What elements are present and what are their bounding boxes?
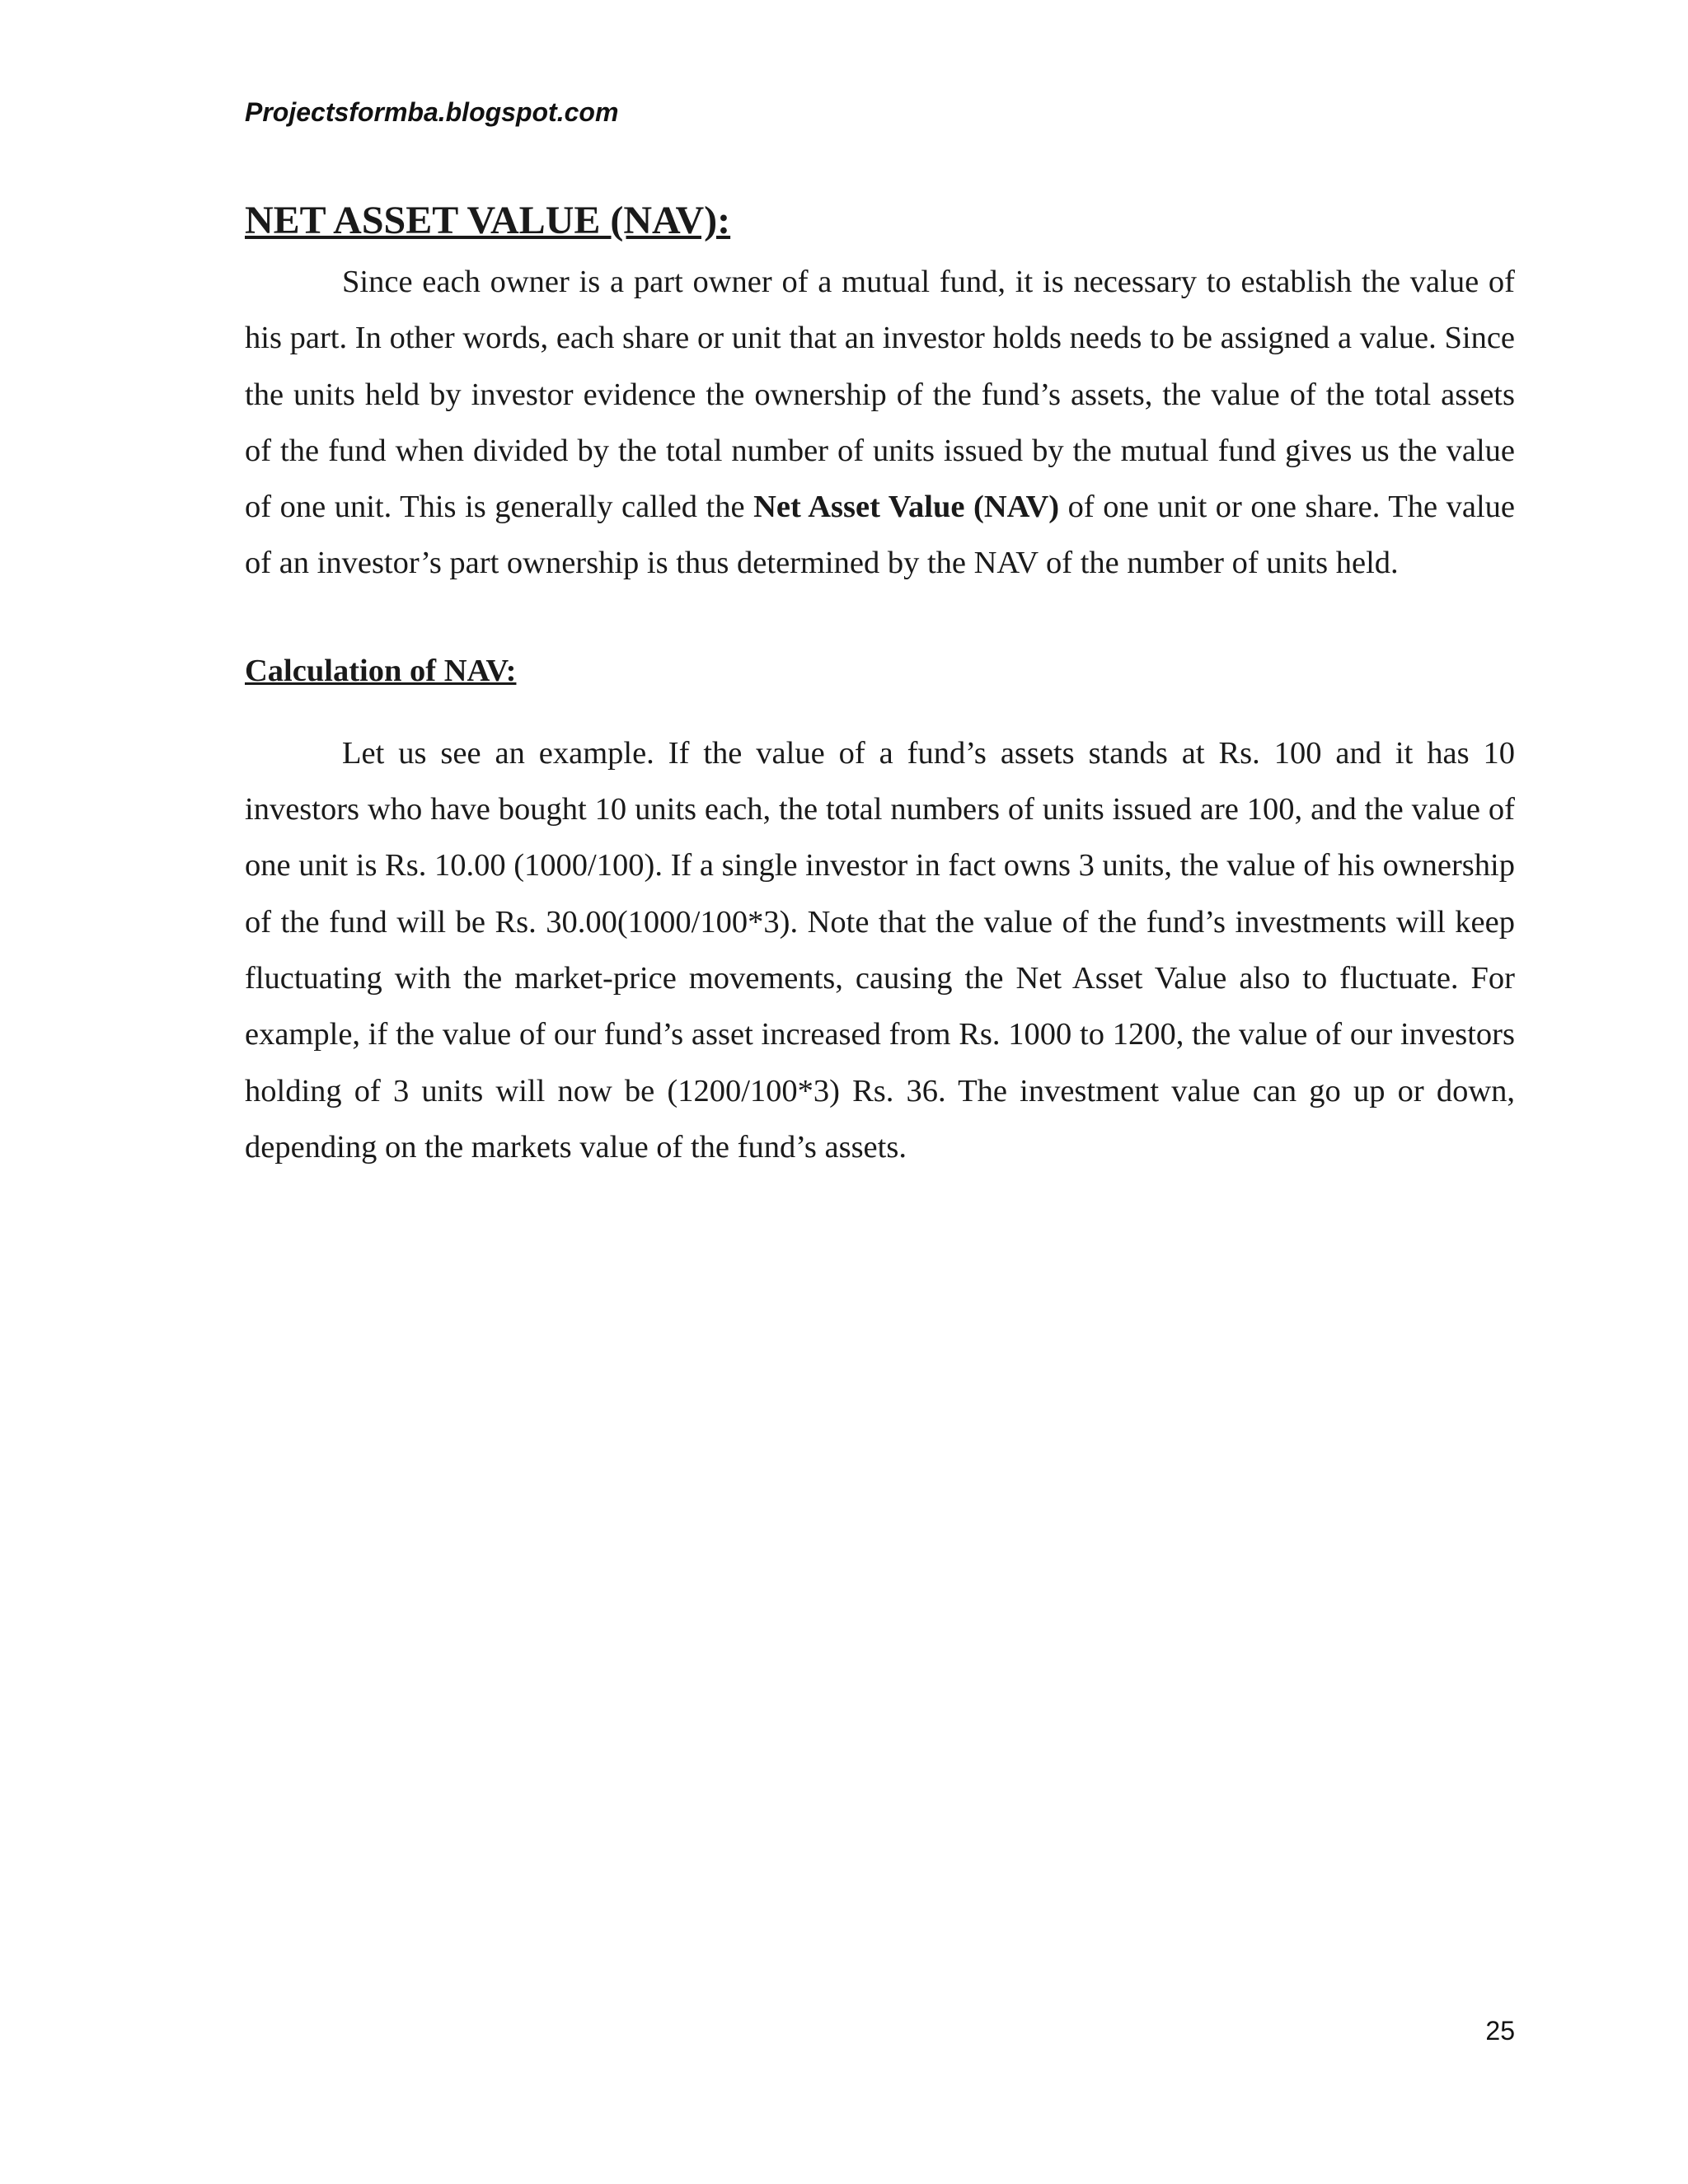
subsection-title: Calculation of NAV: [245, 653, 517, 688]
document-body [245, 196, 1515, 1175]
nav-definition-paragraph [245, 254, 1515, 592]
paragraph-text-after-bold: of one unit or one share. The value of an investor’s part ownership is thus determined by the NAV of the number of units held. [245, 490, 1515, 581]
paragraph-text-before-bold: Since each owner is a part owner of a mutual fund, it is necessary to establish the value of his part. In other words, each share or unit that an investor holds needs to be assigned a value. Since the units held by investor evidence the ownership of the fund’s assets, the value of the total assets of the fund when divided by the total number of units issued by the mutual fund gives us the value of one unit. This is generally called the [245, 265, 1515, 525]
nav-calculation-paragraph: Let us see an example. If the value of a fund’s assets stands at Rs. 100 and it has 10 investors who have bought 10 units each, the total numbers of units issued are 100, and the value of one unit is Rs. 10.00 (1000/100). If a single investor in fact owns 3 units, the value of his ownership of the fund will be Rs. 30.00(1000/100*3). Note that the value of the fund’s investments will keep fluctuating with the market-price movements, causing the Net Asset Value also to fluctuate. For example, if the value of our fund’s asset increased from Rs. 1000 to 1200, the value of our investors holding of 3 units will now be (1200/100*3) Rs. 36. The investment value can go up or down, depending on the markets value of the fund’s assets. [245, 735, 1515, 1165]
page-header-site: Projectsformba.blogspot.com [245, 97, 619, 127]
nav-bold-term: Net Asset Value (NAV) [753, 490, 1060, 525]
page-number: 25 [1485, 2016, 1515, 2046]
section-title: NET ASSET VALUE (NAV): [245, 199, 731, 242]
